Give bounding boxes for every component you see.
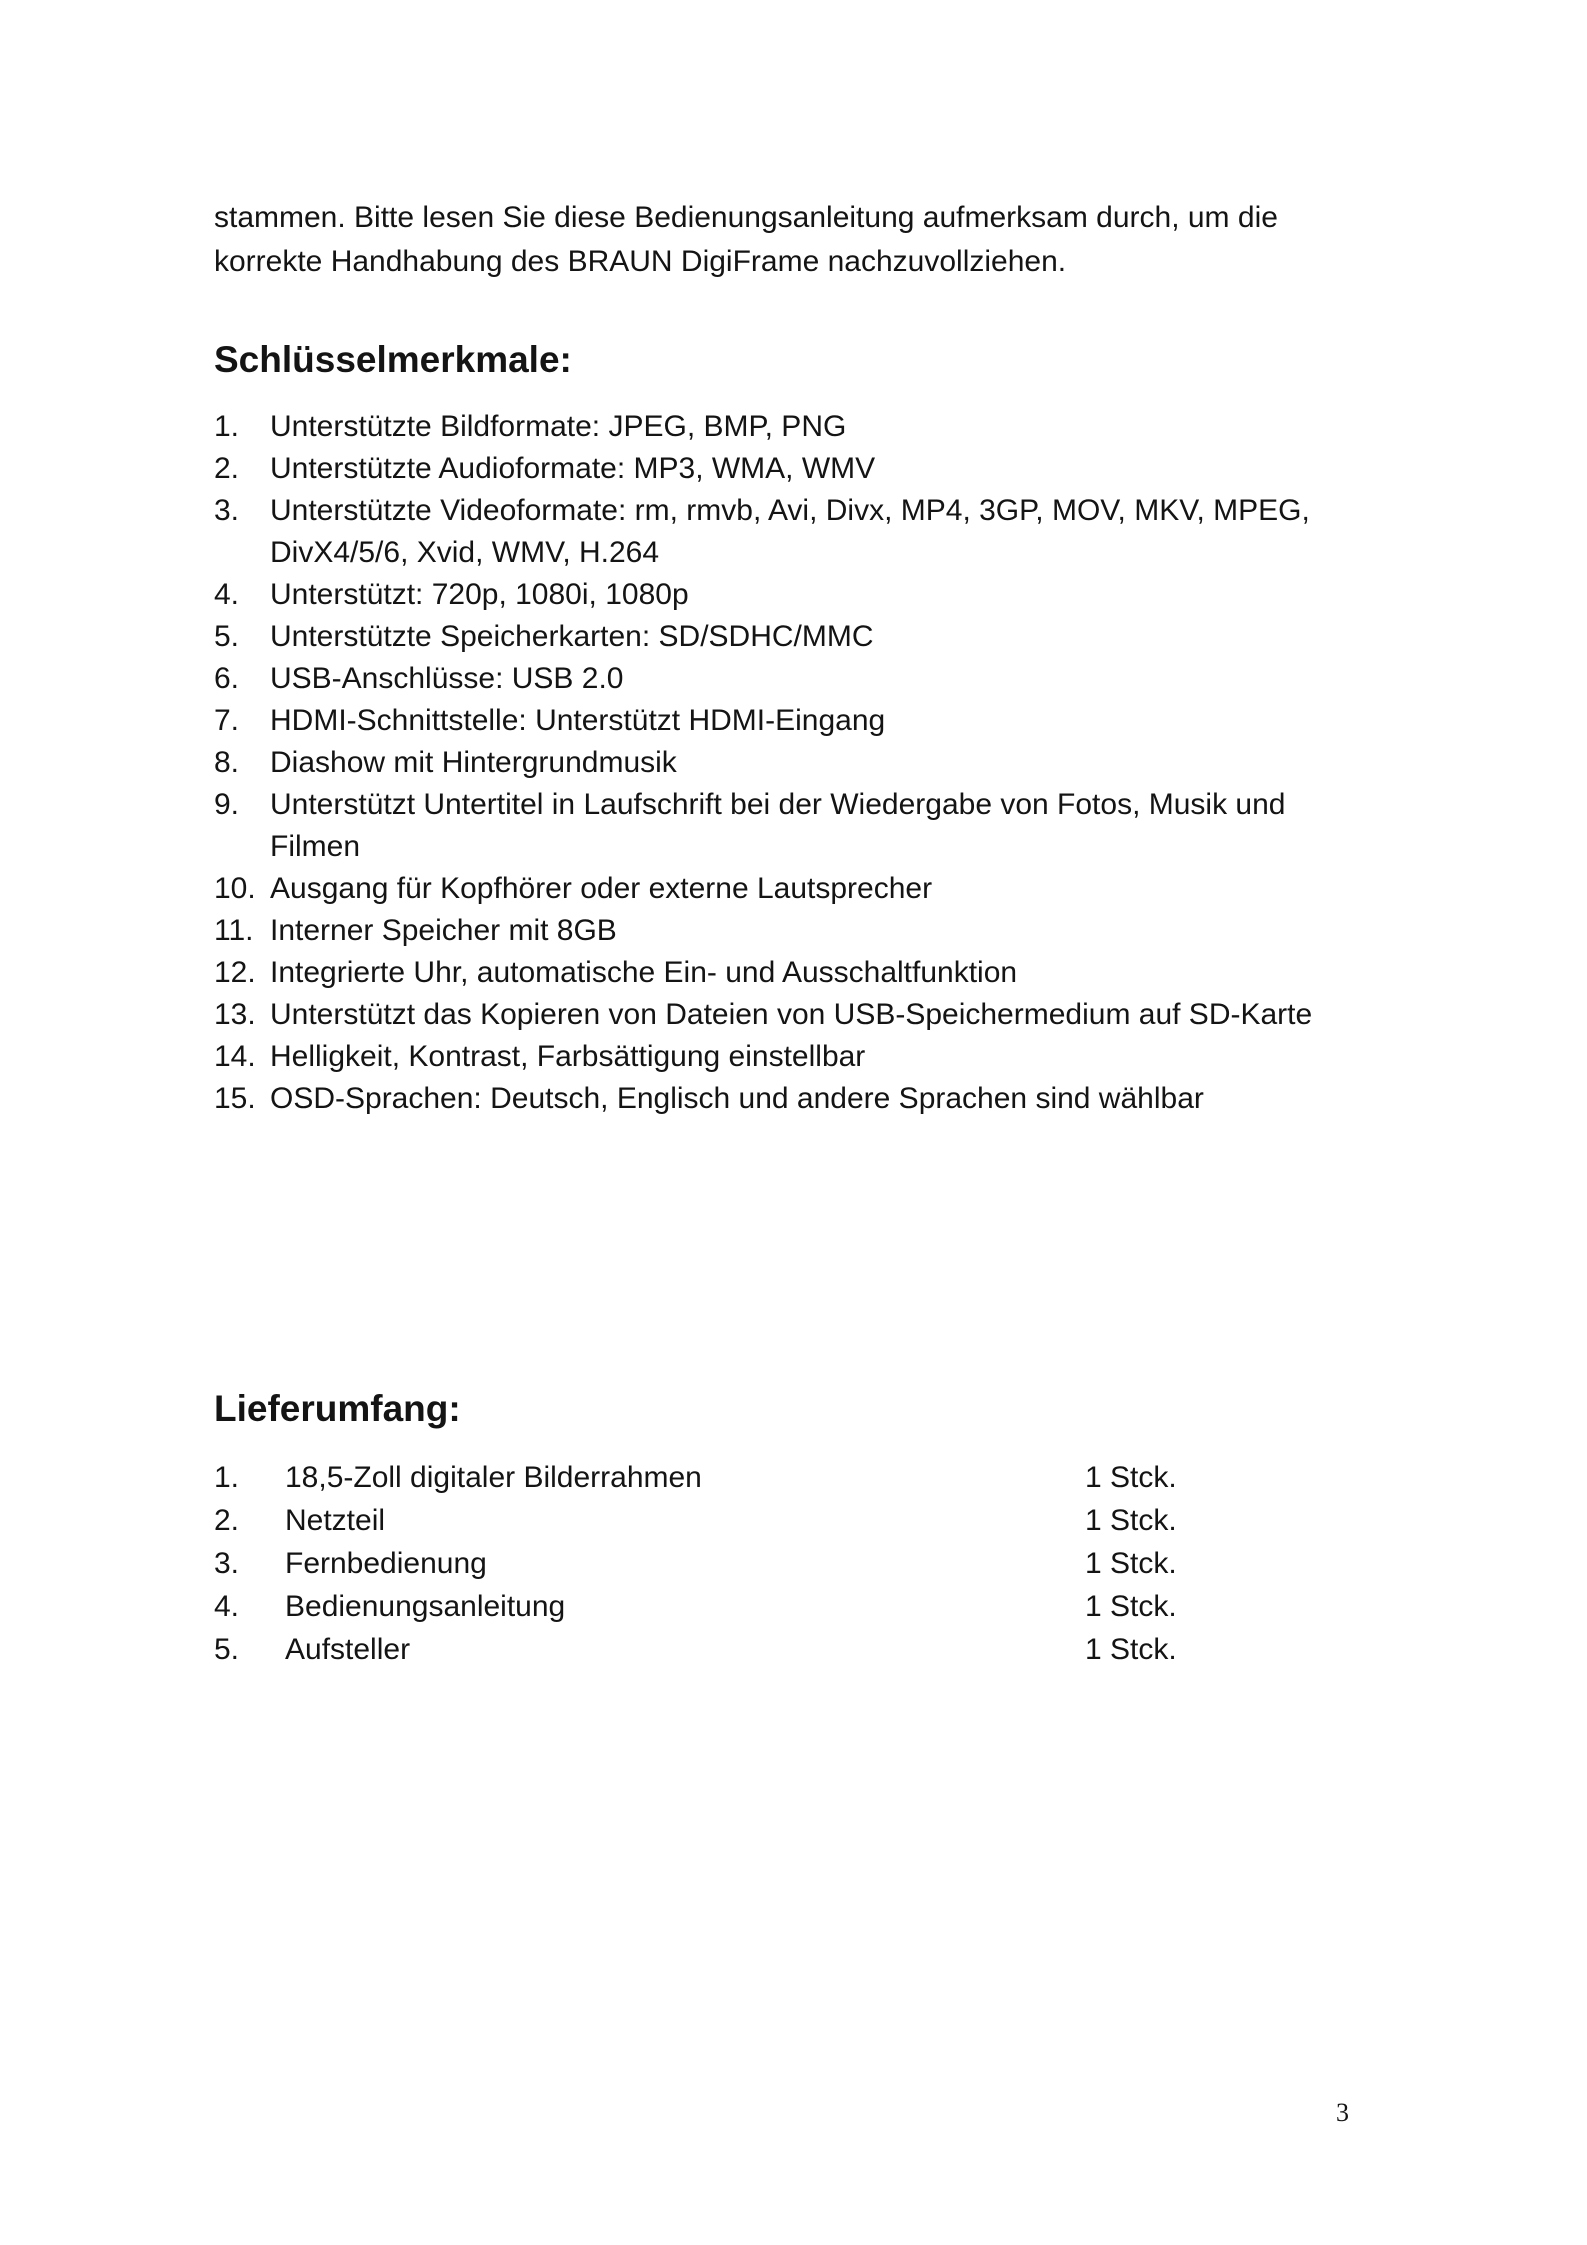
delivery-heading: Lieferumfang: (214, 1388, 461, 1429)
delivery-row-item: 18,5-Zoll digitaler Bilderrahmen (285, 1461, 702, 1494)
list-item-text: Unterstützte Videoformate: rm, rmvb, Avi, Divx, MP4, 3GP, MOV, MKV, MPEG, DivX4/5/6, Xvid, WMV, H.264 (270, 494, 1310, 569)
delivery-row-quantity: 1 Stck. (1085, 1504, 1177, 1537)
list-item-number: 8. (214, 746, 240, 779)
list-item-number: 6. (214, 662, 240, 695)
page-number: 3 (1336, 2098, 1349, 2127)
list-item-number: 2. (214, 452, 240, 485)
delivery-row (214, 1542, 1214, 1585)
list-item (214, 868, 1374, 910)
list-item-number: 12. (214, 956, 256, 989)
list-item-number: 13. (214, 998, 256, 1031)
delivery-row-quantity: 1 Stck. (1085, 1547, 1177, 1580)
list-item-text: Interner Speicher mit 8GB (270, 914, 617, 947)
list-item-text: Unterstützte Speicherkarten: SD/SDHC/MMC (270, 620, 874, 653)
list-item-text: Diashow mit Hintergrundmusik (270, 746, 677, 779)
list-item-text: Unterstützte Audioformate: MP3, WMA, WMV (270, 452, 876, 485)
delivery-row (214, 1499, 1214, 1542)
list-item-number: 4. (214, 578, 240, 611)
list-item-text: Ausgang für Kopfhörer oder externe Lautsprecher (270, 872, 933, 905)
delivery-row-number: 4. (214, 1590, 240, 1623)
list-item-number: 9. (214, 788, 240, 821)
features-list (214, 406, 1374, 1120)
list-item-number: 11. (214, 914, 254, 947)
delivery-row-item: Bedienungsanleitung (285, 1590, 566, 1623)
delivery-row (214, 1628, 1214, 1671)
list-item-number: 14. (214, 1040, 256, 1073)
delivery-row-quantity: 1 Stck. (1085, 1461, 1177, 1494)
list-item (214, 616, 1374, 658)
list-item-number: 7. (214, 704, 240, 737)
delivery-row-number: 2. (214, 1504, 240, 1537)
list-item-number: 5. (214, 620, 240, 653)
features-heading: Schlüsselmerkmale: (214, 339, 572, 380)
list-item (214, 994, 1374, 1036)
list-item (214, 1036, 1374, 1078)
delivery-row (214, 1585, 1214, 1628)
list-item (214, 574, 1374, 616)
delivery-row-number: 1. (214, 1461, 240, 1494)
delivery-row-number: 3. (214, 1547, 240, 1580)
list-item (214, 742, 1374, 784)
list-item-text: Unterstützte Bildformate: JPEG, BMP, PNG (270, 410, 847, 443)
delivery-row-item: Fernbedienung (285, 1547, 487, 1580)
list-item (214, 700, 1374, 742)
list-item-text: Integrierte Uhr, automatische Ein- und Ausschaltfunktion (270, 956, 1018, 989)
list-item (214, 1078, 1374, 1120)
list-item (214, 784, 1374, 868)
list-item-text: HDMI-Schnittstelle: Unterstützt HDMI-Eingang (270, 704, 886, 737)
list-item-text: OSD-Sprachen: Deutsch, Englisch und andere Sprachen sind wählbar (270, 1082, 1204, 1115)
list-item-number: 1. (214, 410, 240, 443)
list-item (214, 448, 1374, 490)
list-item (214, 490, 1374, 574)
list-item-text: Helligkeit, Kontrast, Farbsättigung einstellbar (270, 1040, 866, 1073)
intro-paragraph: stammen. Bitte lesen Sie diese Bedienungsanleitung aufmerksam durch, um die korrekte Handhabung des BRAUN DigiFrame nachzuvollziehen. (214, 201, 1278, 278)
list-item-text: USB-Anschlüsse: USB 2.0 (270, 662, 624, 695)
list-item-text: Unterstützt das Kopieren von Dateien von USB-Speichermedium auf SD-Karte (270, 998, 1313, 1031)
list-item (214, 658, 1374, 700)
delivery-row (214, 1456, 1214, 1499)
list-item (214, 910, 1374, 952)
delivery-row-item: Aufsteller (285, 1633, 411, 1666)
delivery-row-quantity: 1 Stck. (1085, 1633, 1177, 1666)
delivery-row-quantity: 1 Stck. (1085, 1590, 1177, 1623)
list-item-number: 15. (214, 1082, 256, 1115)
delivery-row-number: 5. (214, 1633, 240, 1666)
delivery-row-item: Netzteil (285, 1504, 386, 1537)
delivery-list (214, 1456, 1214, 1671)
list-item-number: 10. (214, 872, 256, 905)
list-item-number: 3. (214, 494, 240, 527)
list-item (214, 952, 1374, 994)
list-item (214, 406, 1374, 448)
list-item-text: Unterstützt Untertitel in Laufschrift bei der Wiedergabe von Fotos, Musik und Filmen (270, 788, 1286, 863)
list-item-text: Unterstützt: 720p, 1080i, 1080p (270, 578, 689, 611)
